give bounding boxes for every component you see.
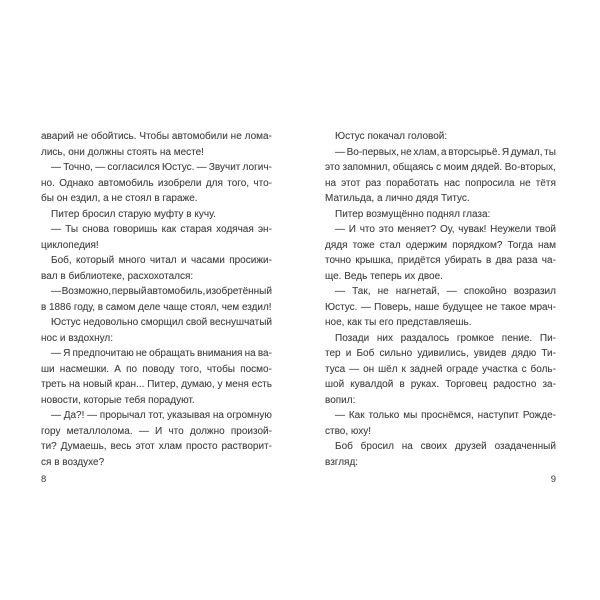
page-left-text-column [41, 129, 272, 470]
text-line: бы он ездил, а не стоял в гараже. [41, 193, 198, 204]
text-line: ти? Думаешь, весь этот хлам просто растворит- [41, 441, 272, 452]
text-line: ся в воздухе? [41, 456, 105, 468]
text-line: новости, которые тебя порадуют. [41, 394, 195, 406]
text-line: взгляд: [325, 456, 359, 468]
page-number-left: 8 [41, 474, 47, 485]
text-line: гору металлолома. — И что должно произой- [41, 425, 272, 437]
text-line: вопил: [325, 394, 356, 406]
text-line: Боб, который много читал и часами просижи- [51, 255, 272, 266]
text-line: треть на новый кран... Питер, думаю, у меня есть [41, 379, 272, 390]
text-line: — Так, не нагнетай, — спокойно возразил [335, 286, 556, 297]
text-line: Юстус. — Поверь, наше будущее не такое мрач- [325, 301, 556, 313]
page-right-text-column [325, 129, 556, 470]
text-line: Питер бросил старую муфту в кучу. [51, 208, 216, 220]
text-line: — Как только мы проснёмся, наступит Рожде- [335, 410, 556, 421]
text-line: Позади них раздалось громкое пение. Пи- [335, 332, 556, 344]
text-line: лись, они должны стоять на месте! [41, 146, 204, 158]
text-line: на этот раз поработать нас попросила не тётя [325, 177, 556, 189]
text-line: Питер возмущённо поднял глаза: [335, 208, 491, 220]
text-line: — Я предпочитаю не обращать внимания на ва- [51, 348, 272, 359]
page-number-right: 9 [550, 474, 556, 485]
text-line: нос и вздохнул: [41, 332, 113, 344]
text-line: Юстус покачал головой: [335, 131, 448, 142]
text-line: это запомнил, общаясь с моим дядей. Во-вторых, [325, 162, 556, 173]
text-line: шой кувалдой в руках. Торговец радостно за- [325, 379, 556, 390]
text-line: ши насмешки. А по поводу того, чтобы посмо- [41, 363, 272, 375]
text-line: ное, как ты его представляешь. [325, 317, 472, 328]
text-line: Матильда, а лично дядя Титус. [325, 193, 470, 204]
text-line: туса — он шёл к задней ограде участка с боль- [325, 363, 556, 375]
text-line: — Да?! — прорычал тот, указывая на огромную [51, 410, 272, 421]
text-line: Боб бросил на своих друзей озадаченный [335, 441, 556, 452]
text-line: циклопедия! [41, 239, 99, 251]
text-line: аварий не обойтись. Чтобы автомобили не лома- [41, 131, 272, 142]
text-line: — И что это меняет? Оу, чувак! Неужели твой [335, 224, 556, 235]
text-line: — Возможно, первый автомобиль, изобретённый [51, 286, 272, 297]
text-line: тер и Боб сильно удивились, увидев дядю Ти- [325, 348, 556, 359]
text-line: — Точно, — согласился Юстус. — Звучит логич- [51, 162, 272, 173]
text-line: дядя тоже стал одержим порядком? Тогда нам [325, 239, 556, 251]
text-line: — Ты снова говоришь как старая ходячая эн- [51, 224, 272, 235]
text-line: вал в библиотеке, расхохотался: [41, 270, 194, 282]
text-line: но. Однако автомобиль изобрели для того, что- [41, 177, 272, 189]
text-line: ство, юху! [325, 425, 372, 437]
book-page-right [300, 0, 600, 600]
text-line: ще. Ведь теперь их двое. [325, 270, 443, 282]
text-line: в 1886 году, в самом деле чаще стоял, чем ездил! [41, 301, 272, 313]
text-line: точно крышка, придётся убирать в два раза ча- [325, 255, 556, 266]
text-line: Юстус недовольно сморщил свой веснушчатый [51, 317, 272, 328]
text-line: — Во-первых, не хлам, а вторсырьё. Я думал, ты [335, 146, 556, 158]
